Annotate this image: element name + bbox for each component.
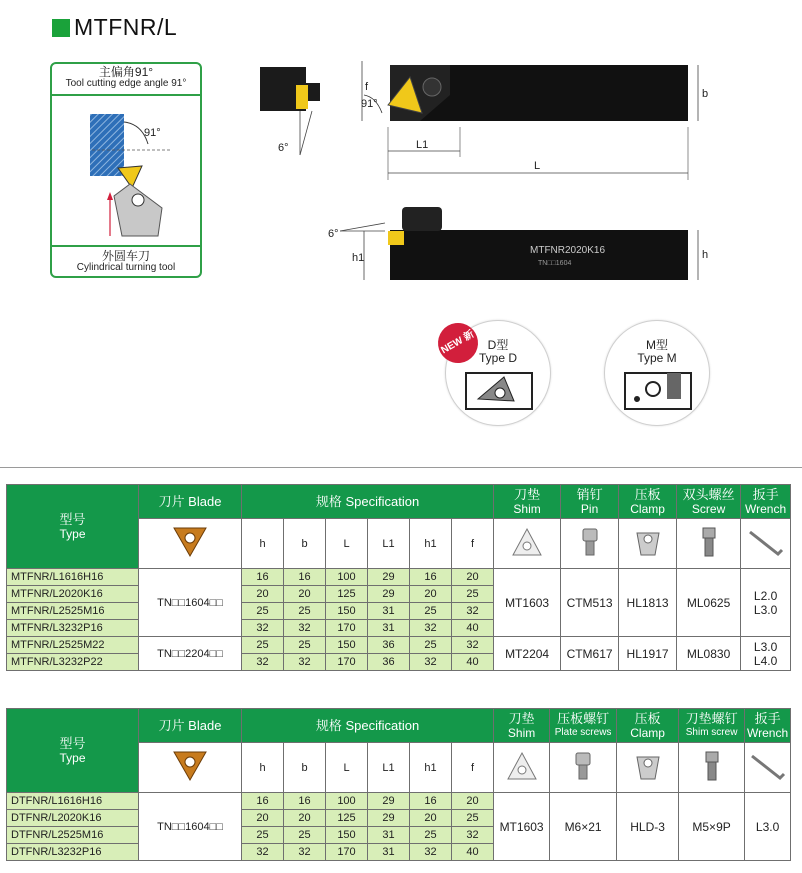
spec-value: 170 (326, 620, 368, 637)
col-header-b: b (284, 743, 326, 793)
wrench-icon (745, 743, 791, 793)
spec-value: 31 (368, 603, 410, 620)
spec-value: 40 (452, 844, 494, 861)
col-header-h1: h1 (410, 519, 452, 569)
type-cell: MTFNR/L3232P22 (7, 654, 139, 671)
svg-text:91°: 91° (144, 127, 161, 139)
col-pin: 销钉 Pin (561, 485, 619, 519)
type-d-badge: D型 Type D (445, 320, 551, 426)
col-header-h1: h1 (410, 743, 452, 793)
blade-icon (139, 743, 242, 793)
page-title: MTFNR/L (52, 14, 177, 41)
blade-code: TN□□1604□□ (139, 793, 242, 861)
spec-value: 25 (410, 603, 452, 620)
shim-value: MT2204 (494, 637, 561, 671)
spec-value: 32 (284, 620, 326, 637)
svg-text:h: h (702, 249, 709, 261)
table-row (7, 793, 791, 810)
spec-value: 150 (326, 637, 368, 654)
screw-icon (679, 743, 745, 793)
type-cell: MTFNR/L3232P16 (7, 620, 139, 637)
mtfnr-spec-table (6, 484, 791, 671)
spec-value: 32 (452, 637, 494, 654)
shim-value: MT1603 (494, 569, 561, 637)
col-shim: 刀垫 Shim (494, 709, 550, 743)
col-header-L: L (326, 519, 368, 569)
type-d-icon (464, 369, 536, 413)
blade-code: TN□□2204□□ (139, 637, 242, 671)
pin-icon (561, 519, 619, 569)
pin-value: CTM513 (561, 569, 619, 637)
shim-value: MT1603 (494, 793, 550, 861)
clamp-value: HL1917 (619, 637, 677, 671)
col-header-f: f (452, 743, 494, 793)
spec-value: 25 (452, 810, 494, 827)
blade-icon (139, 519, 242, 569)
svg-text:91°: 91° (361, 98, 378, 110)
spec-value: 125 (326, 810, 368, 827)
spec-value: 32 (410, 844, 452, 861)
spec-value: 32 (242, 620, 284, 637)
panel-bottom-caption: 外圆车刀 Cylindrical turning tool (52, 245, 200, 274)
spec-value: 36 (368, 654, 410, 671)
spec-value: 40 (452, 620, 494, 637)
spec-value: 25 (242, 603, 284, 620)
spec-value: 29 (368, 793, 410, 810)
shim-icon (494, 519, 561, 569)
spec-value: 20 (452, 793, 494, 810)
type-cell: DTFNR/L2020K16 (7, 810, 139, 827)
col-header-b: b (284, 519, 326, 569)
col-blade: 刀片 Blade (139, 485, 242, 519)
spec-value: 32 (284, 844, 326, 861)
spec-value: 31 (368, 844, 410, 861)
type-cell: MTFNR/L2525M16 (7, 603, 139, 620)
svg-text:TN□□1604: TN□□1604 (538, 260, 572, 267)
svg-text:L1: L1 (416, 139, 429, 151)
col-wrench: 扳手 Wrench (741, 485, 791, 519)
spec-value: 25 (410, 827, 452, 844)
type-cell: MTFNR/L1616H16 (7, 569, 139, 586)
col-shim-screw: 刀垫螺钉 Shim screw (679, 709, 745, 743)
col-plate-screw: 压板螺钉 Plate screws (550, 709, 617, 743)
spec-value: 25 (410, 637, 452, 654)
tool-technical-drawing (240, 55, 710, 300)
wrench-icon (741, 519, 791, 569)
type-m-badge: M型 Type M (604, 320, 710, 426)
col-screw: 双头螺丝 Screw (677, 485, 741, 519)
spec-value: 16 (242, 569, 284, 586)
spec-value: 20 (242, 810, 284, 827)
spec-value: 170 (326, 654, 368, 671)
svg-text:h1: h1 (352, 252, 365, 264)
title-marker (52, 19, 70, 37)
spec-value: 100 (326, 793, 368, 810)
spec-value: 32 (410, 620, 452, 637)
col-header-L1: L1 (368, 519, 410, 569)
col-header-f: f (452, 519, 494, 569)
plate_screw-value: M6×21 (550, 793, 617, 861)
spec-value: 32 (284, 654, 326, 671)
spec-value: 32 (410, 654, 452, 671)
col-header-L1: L1 (368, 743, 410, 793)
angle-diagram (52, 96, 200, 246)
type-cell: MTFNR/L2020K16 (7, 586, 139, 603)
new-badge: NEW 新 (431, 316, 486, 371)
svg-text:b: b (702, 88, 709, 100)
spec-value: 20 (242, 586, 284, 603)
spec-value: 20 (410, 586, 452, 603)
spec-value: 31 (368, 620, 410, 637)
screw-value: ML0625 (677, 569, 741, 637)
angle-diagram-panel (50, 62, 202, 278)
col-wrench: 扳手 Wrench (745, 709, 791, 743)
svg-text:6°: 6° (278, 142, 289, 154)
divider (0, 467, 802, 468)
spec-value: 32 (452, 603, 494, 620)
type-m-icon (623, 369, 695, 413)
col-spec: 规格 Specification (242, 485, 494, 519)
spec-value: 16 (284, 569, 326, 586)
spec-value: 20 (284, 810, 326, 827)
spec-value: 125 (326, 586, 368, 603)
wrench-value: L3.0 (745, 793, 791, 861)
svg-text:6°: 6° (328, 228, 339, 240)
spec-value: 25 (242, 827, 284, 844)
spec-value: 32 (242, 844, 284, 861)
spec-value: 16 (410, 569, 452, 586)
dtfnr-spec-table (6, 708, 791, 861)
spec-value: 32 (452, 827, 494, 844)
clamp-icon (619, 519, 677, 569)
spec-value: 170 (326, 844, 368, 861)
col-shim: 刀垫 Shim (494, 485, 561, 519)
blade-code: TN□□1604□□ (139, 569, 242, 637)
shim-icon (494, 743, 550, 793)
spec-value: 100 (326, 569, 368, 586)
svg-text:L: L (534, 160, 541, 172)
table-row (7, 637, 791, 654)
spec-value: 29 (368, 810, 410, 827)
type-cell: DTFNR/L1616H16 (7, 793, 139, 810)
screw-icon (677, 519, 741, 569)
spec-value: 16 (242, 793, 284, 810)
spec-value: 25 (452, 586, 494, 603)
spec-value: 31 (368, 827, 410, 844)
spec-value: 20 (410, 810, 452, 827)
spec-value: 32 (242, 654, 284, 671)
col-header-h: h (242, 519, 284, 569)
col-clamp: 压板 Clamp (619, 485, 677, 519)
shim_screw-value: M5×9P (679, 793, 745, 861)
wrench-value: L3.0 L4.0 (741, 637, 791, 671)
col-header-L: L (326, 743, 368, 793)
spec-value: 25 (284, 603, 326, 620)
col-clamp: 压板 Clamp (617, 709, 679, 743)
spec-value: 25 (284, 827, 326, 844)
spec-value: 29 (368, 586, 410, 603)
spec-value: 25 (284, 637, 326, 654)
svg-text:MTFNR2020K16: MTFNR2020K16 (530, 245, 606, 256)
spec-value: 40 (452, 654, 494, 671)
screw-value: ML0830 (677, 637, 741, 671)
spec-value: 25 (242, 637, 284, 654)
col-blade: 刀片 Blade (139, 709, 242, 743)
col-header-h: h (242, 743, 284, 793)
wrench-value: L2.0 L3.0 (741, 569, 791, 637)
pin-value: CTM617 (561, 637, 619, 671)
pin-icon (550, 743, 617, 793)
spec-value: 20 (452, 569, 494, 586)
col-type: 型号 Type (7, 709, 139, 793)
table-row (7, 569, 791, 586)
type-cell: DTFNR/L2525M16 (7, 827, 139, 844)
type-cell: DTFNR/L3232P16 (7, 844, 139, 861)
spec-value: 16 (410, 793, 452, 810)
col-spec: 规格 Specification (242, 709, 494, 743)
panel-top-caption: 主偏角91° Tool cutting edge angle 91° (65, 65, 187, 89)
clamp-value: HLD-3 (617, 793, 679, 861)
spec-value: 36 (368, 637, 410, 654)
col-type: 型号 Type (7, 485, 139, 569)
clamp-icon (617, 743, 679, 793)
svg-text:f: f (365, 81, 369, 93)
clamp-value: HL1813 (619, 569, 677, 637)
spec-value: 20 (284, 586, 326, 603)
spec-value: 29 (368, 569, 410, 586)
spec-value: 16 (284, 793, 326, 810)
spec-value: 150 (326, 827, 368, 844)
type-cell: MTFNR/L2525M22 (7, 637, 139, 654)
spec-value: 150 (326, 603, 368, 620)
